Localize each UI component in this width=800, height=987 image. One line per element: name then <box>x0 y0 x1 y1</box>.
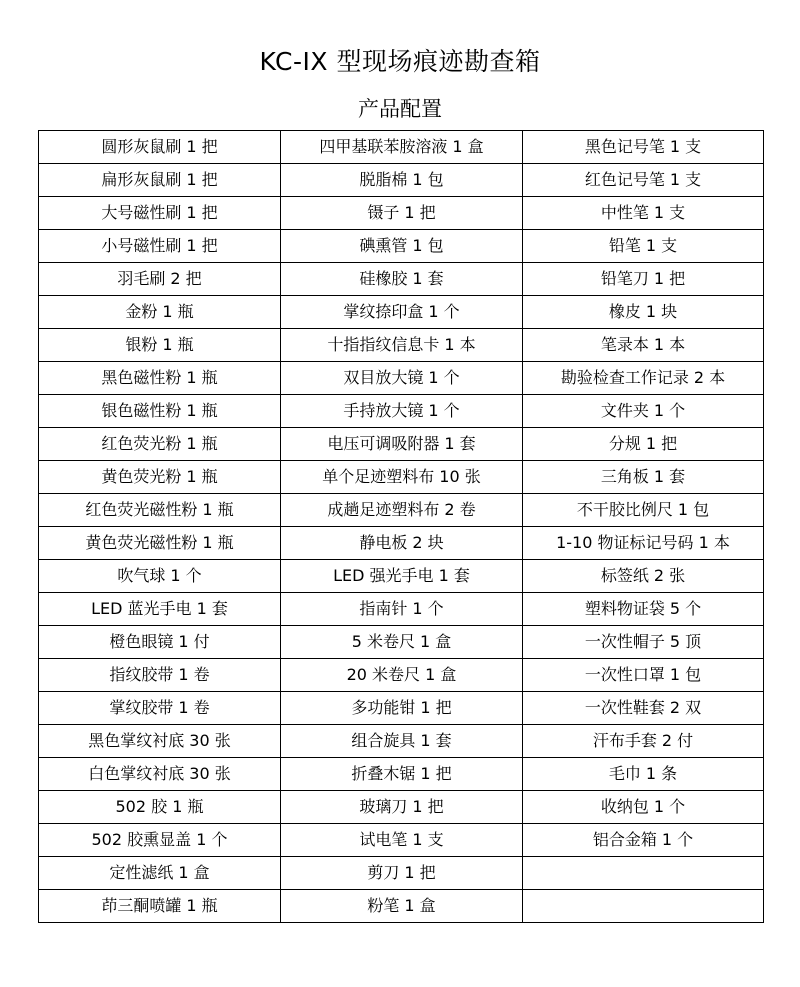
table-cell: 银粉 1 瓶 <box>39 329 281 362</box>
table-cell: 铝合金箱 1 个 <box>523 824 764 857</box>
table-row <box>39 890 764 923</box>
table-cell: 四甲基联苯胺溶液 1 盒 <box>281 131 523 164</box>
table-cell <box>523 857 764 890</box>
table-cell: 分规 1 把 <box>523 428 764 461</box>
table-cell: 收纳包 1 个 <box>523 791 764 824</box>
table-cell: 指纹胶带 1 卷 <box>39 659 281 692</box>
table-cell: 圆形灰鼠刷 1 把 <box>39 131 281 164</box>
table-cell: 脱脂棉 1 包 <box>281 164 523 197</box>
table-cell: 成趟足迹塑料布 2 卷 <box>281 494 523 527</box>
table-cell: 碘熏管 1 包 <box>281 230 523 263</box>
table-cell: 中性笔 1 支 <box>523 197 764 230</box>
table-cell: 黑色记号笔 1 支 <box>523 131 764 164</box>
table-cell: LED 蓝光手电 1 套 <box>39 593 281 626</box>
table-cell: 黑色磁性粉 1 瓶 <box>39 362 281 395</box>
table-cell: 黄色荧光磁性粉 1 瓶 <box>39 527 281 560</box>
table-cell: 不干胶比例尺 1 包 <box>523 494 764 527</box>
table-cell: 小号磁性刷 1 把 <box>39 230 281 263</box>
table-cell: 502 胶熏显盖 1 个 <box>39 824 281 857</box>
table-cell: 电压可调吸附器 1 套 <box>281 428 523 461</box>
table-row <box>39 263 764 296</box>
table-cell: 扁形灰鼠刷 1 把 <box>39 164 281 197</box>
table-cell: 汗布手套 2 付 <box>523 725 764 758</box>
table-row <box>39 395 764 428</box>
table-cell: 一次性口罩 1 包 <box>523 659 764 692</box>
table-cell: 20 米卷尺 1 盒 <box>281 659 523 692</box>
table-cell: 定性滤纸 1 盒 <box>39 857 281 890</box>
table-cell <box>523 890 764 923</box>
table-cell: 橙色眼镜 1 付 <box>39 626 281 659</box>
table-row <box>39 164 764 197</box>
table-row <box>39 593 764 626</box>
table-row <box>39 197 764 230</box>
table-row <box>39 791 764 824</box>
table-cell: LED 强光手电 1 套 <box>281 560 523 593</box>
table-cell: 文件夹 1 个 <box>523 395 764 428</box>
table-cell: 银色磁性粉 1 瓶 <box>39 395 281 428</box>
table-row <box>39 329 764 362</box>
table-row <box>39 494 764 527</box>
table-cell: 三角板 1 套 <box>523 461 764 494</box>
table-row <box>39 692 764 725</box>
table-cell: 1-10 物证标记号码 1 本 <box>523 527 764 560</box>
table-row <box>39 230 764 263</box>
table-row <box>39 725 764 758</box>
table-row <box>39 758 764 791</box>
table-row <box>39 626 764 659</box>
table-cell: 镊子 1 把 <box>281 197 523 230</box>
table-cell: 吹气球 1 个 <box>39 560 281 593</box>
table-cell: 红色记号笔 1 支 <box>523 164 764 197</box>
table-cell: 粉笔 1 盒 <box>281 890 523 923</box>
table-cell: 掌纹捺印盒 1 个 <box>281 296 523 329</box>
document-subtitle: 产品配置 <box>358 97 442 121</box>
table-cell: 剪刀 1 把 <box>281 857 523 890</box>
table-cell: 多功能钳 1 把 <box>281 692 523 725</box>
table-cell: 铅笔 1 支 <box>523 230 764 263</box>
table-cell: 单个足迹塑料布 10 张 <box>281 461 523 494</box>
table-cell: 塑料物证袋 5 个 <box>523 593 764 626</box>
table-cell: 笔录本 1 本 <box>523 329 764 362</box>
table-cell: 毛巾 1 条 <box>523 758 764 791</box>
table-cell: 橡皮 1 块 <box>523 296 764 329</box>
table-cell: 大号磁性刷 1 把 <box>39 197 281 230</box>
table-row <box>39 428 764 461</box>
table-body <box>39 131 764 923</box>
table-cell: 502 胶 1 瓶 <box>39 791 281 824</box>
table-cell: 一次性帽子 5 顶 <box>523 626 764 659</box>
table-cell: 红色荧光粉 1 瓶 <box>39 428 281 461</box>
table-row <box>39 527 764 560</box>
table-cell: 勘验检查工作记录 2 本 <box>523 362 764 395</box>
table-row <box>39 362 764 395</box>
product-configuration-table <box>38 130 764 923</box>
table-row <box>39 824 764 857</box>
table-cell: 十指指纹信息卡 1 本 <box>281 329 523 362</box>
table-cell: 折叠木锯 1 把 <box>281 758 523 791</box>
table-cell: 静电板 2 块 <box>281 527 523 560</box>
table-cell: 硅橡胶 1 套 <box>281 263 523 296</box>
table-row <box>39 131 764 164</box>
table-row <box>39 461 764 494</box>
document-title: KC-IX 型现场痕迹勘查箱 <box>259 47 541 76</box>
table-cell: 黄色荧光粉 1 瓶 <box>39 461 281 494</box>
table-row <box>39 857 764 890</box>
table-cell: 铅笔刀 1 把 <box>523 263 764 296</box>
table-cell: 标签纸 2 张 <box>523 560 764 593</box>
table-cell: 指南针 1 个 <box>281 593 523 626</box>
table-cell: 试电笔 1 支 <box>281 824 523 857</box>
table-cell: 白色掌纹衬底 30 张 <box>39 758 281 791</box>
table-cell: 5 米卷尺 1 盒 <box>281 626 523 659</box>
table-row <box>39 296 764 329</box>
table-cell: 双目放大镜 1 个 <box>281 362 523 395</box>
table-cell: 金粉 1 瓶 <box>39 296 281 329</box>
table-row <box>39 560 764 593</box>
table-row <box>39 659 764 692</box>
table-cell: 手持放大镜 1 个 <box>281 395 523 428</box>
table-cell: 黑色掌纹衬底 30 张 <box>39 725 281 758</box>
table-cell: 掌纹胶带 1 卷 <box>39 692 281 725</box>
table-cell: 羽毛刷 2 把 <box>39 263 281 296</box>
table-cell: 一次性鞋套 2 双 <box>523 692 764 725</box>
table-cell: 组合旋具 1 套 <box>281 725 523 758</box>
table-cell: 玻璃刀 1 把 <box>281 791 523 824</box>
table-cell: 红色荧光磁性粉 1 瓶 <box>39 494 281 527</box>
table-cell: 茚三酮喷罐 1 瓶 <box>39 890 281 923</box>
